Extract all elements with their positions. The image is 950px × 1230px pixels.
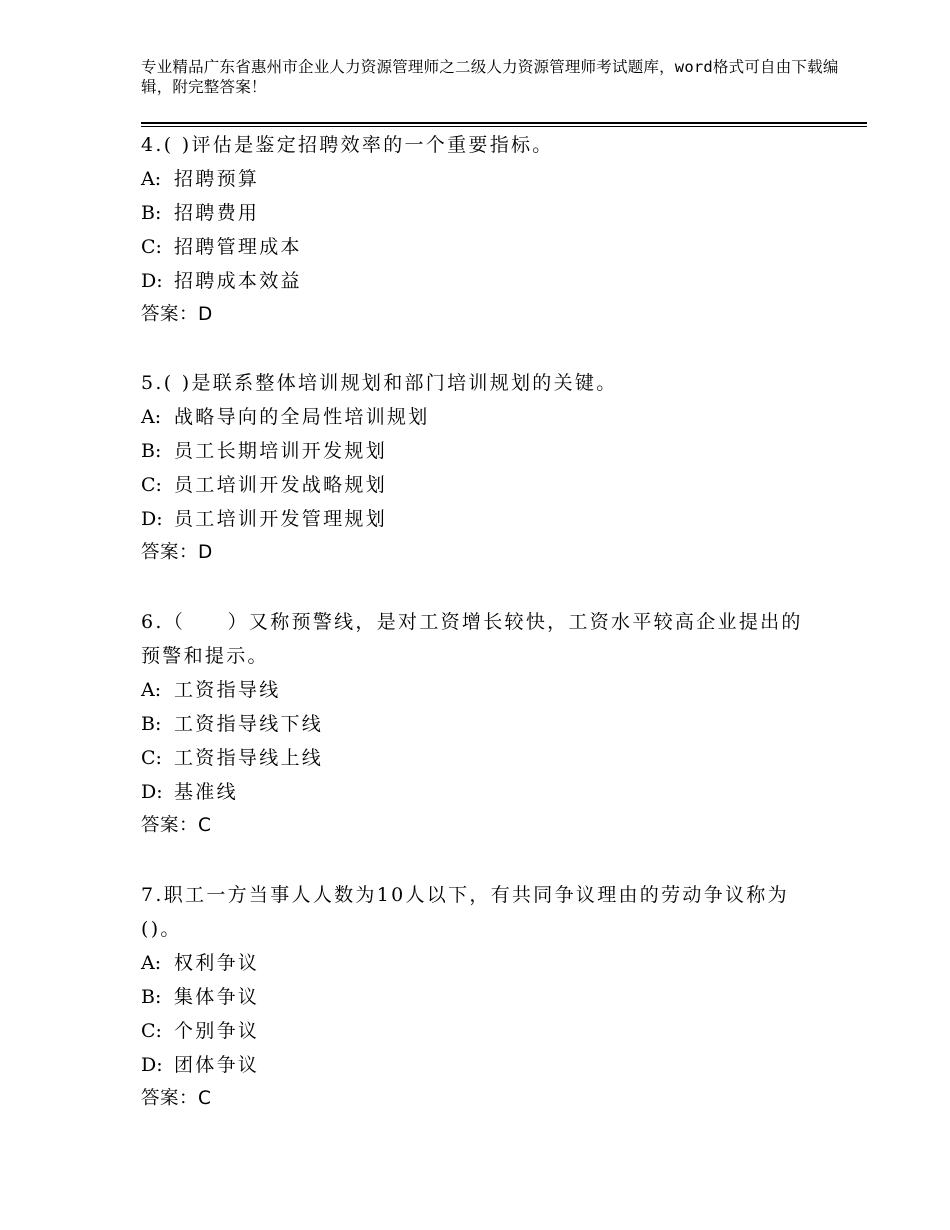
option-letter: D: [141, 1054, 163, 1076]
option-letter: D: [141, 508, 163, 530]
option-d [141, 1048, 841, 1082]
answer-line: 答案：D [141, 304, 213, 325]
option-letter: A: [141, 952, 162, 974]
question-stem: 7.职工一方当事人人数为10人以下，有共同争议理由的劳动争议称为()。 [141, 884, 789, 940]
option-c [141, 741, 841, 775]
answer-line: 答案：C [141, 815, 212, 836]
question-stem: 6.（ ）又称预警线，是对工资增长较快，工资水平较高企业提出的预警和提示。 [141, 611, 803, 667]
option-letter: C: [141, 747, 162, 769]
option-text: 战略导向的全局性培训规划 [174, 406, 430, 428]
option-b [141, 196, 841, 230]
header-rule-thick [141, 122, 867, 124]
question-6 [141, 605, 841, 843]
option-b [141, 707, 841, 741]
option-letter: B: [141, 202, 162, 224]
option-c [141, 468, 841, 502]
question-4 [141, 128, 841, 332]
option-text: 员工长期培训开发规划 [174, 440, 388, 462]
header-rule-thin [141, 126, 867, 127]
answer-line: 答案：D [141, 542, 213, 563]
option-letter: C: [141, 236, 162, 258]
document-header [141, 57, 841, 97]
option-d [141, 264, 841, 298]
question-stem: 4.( )评估是鉴定招聘效率的一个重要指标。 [141, 134, 554, 156]
option-letter: C: [141, 474, 162, 496]
option-text: 员工培训开发战略规划 [174, 474, 388, 496]
option-text: 工资指导线 [174, 679, 281, 701]
header-text: 专业精品广东省惠州市企业人力资源管理师之二级人力资源管理师考试题库，word格式可自由下载编辑，附完整答案！ [141, 58, 839, 96]
option-letter: D: [141, 270, 163, 292]
option-text: 个别争议 [174, 1020, 260, 1042]
option-text: 招聘预算 [174, 168, 260, 190]
option-a [141, 162, 841, 196]
option-letter: D: [141, 781, 163, 803]
option-text: 集体争议 [174, 986, 260, 1008]
question-7 [141, 878, 841, 1116]
option-letter: A: [141, 168, 162, 190]
option-text: 员工培训开发管理规划 [174, 508, 388, 530]
option-letter: B: [141, 713, 162, 735]
option-letter: B: [141, 986, 162, 1008]
option-b [141, 980, 841, 1014]
option-letter: A: [141, 406, 162, 428]
option-d [141, 502, 841, 536]
option-text: 招聘管理成本 [174, 236, 302, 258]
option-a [141, 946, 841, 980]
option-letter: C: [141, 1020, 162, 1042]
question-5 [141, 366, 841, 570]
option-text: 工资指导线下线 [174, 713, 324, 735]
option-text: 招聘费用 [174, 202, 260, 224]
option-letter: A: [141, 679, 162, 701]
option-b [141, 434, 841, 468]
option-c [141, 230, 841, 264]
option-a [141, 400, 841, 434]
option-text: 团体争议 [174, 1054, 260, 1076]
option-text: 基准线 [174, 781, 238, 803]
option-d [141, 775, 841, 809]
option-text: 权利争议 [174, 952, 260, 974]
question-stem: 5.( )是联系整体培训规划和部门培训规划的关键。 [141, 372, 618, 394]
option-a [141, 673, 841, 707]
option-text: 工资指导线上线 [174, 747, 324, 769]
answer-line: 答案：C [141, 1088, 212, 1109]
option-c [141, 1014, 841, 1048]
option-letter: B: [141, 440, 162, 462]
option-text: 招聘成本效益 [174, 270, 302, 292]
